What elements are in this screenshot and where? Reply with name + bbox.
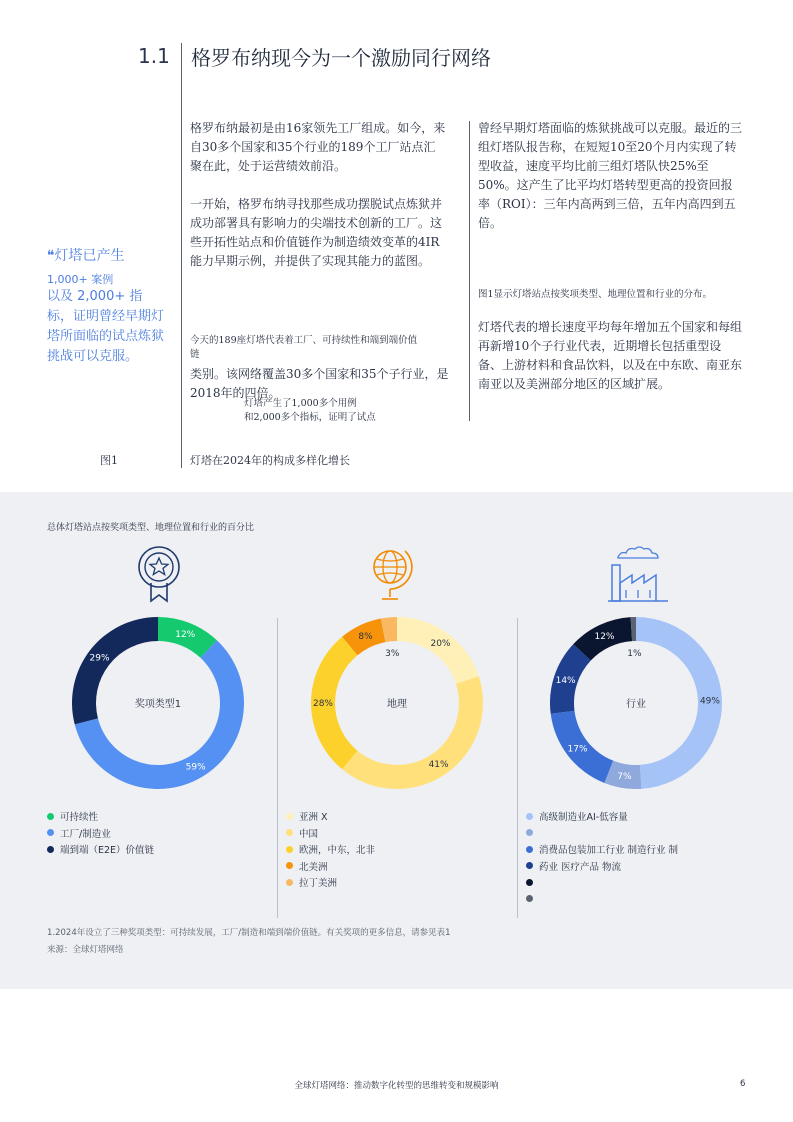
section-number: 1.1	[138, 44, 170, 68]
figure-divider	[181, 448, 182, 468]
legend-label: 端到端（E2E）价值链	[60, 845, 155, 857]
pull-quote	[47, 245, 167, 367]
legend-industry	[526, 808, 678, 907]
legend-swatch	[286, 862, 293, 869]
donut-slice-label: 14%	[555, 676, 576, 687]
donut-slice-label: 29%	[89, 653, 110, 664]
legend-swatch	[47, 846, 54, 853]
figure-footnote: 1.2024年设立了三种奖项类型：可持续发展，工厂/制造和端到端价值链。有关奖项的更多信息，请参见表1	[47, 928, 451, 938]
legend-swatch	[286, 879, 293, 886]
legend-swatch	[286, 813, 293, 820]
figure-label: 图1	[100, 454, 118, 467]
donut-slice	[397, 617, 479, 684]
donut-center-label: 地理	[387, 699, 407, 710]
legend-label: 欧洲，中东，北非	[299, 845, 376, 857]
donut-slice-label: 49%	[699, 696, 720, 707]
figure-source: 来源：全球灯塔网络	[47, 945, 124, 955]
legend-label: 工厂/制造业	[60, 828, 111, 840]
donut-slice-label: 17%	[567, 744, 588, 755]
donut-slice-label: 12%	[175, 630, 196, 641]
donut-chart-geography	[311, 617, 483, 789]
col2-small-note: 图1显示灯塔站点按奖项类型、地理位置和行业的分布。	[478, 289, 713, 300]
legend-label: 消费品包装加工行业 制造行业 制	[539, 845, 679, 857]
chart-separator-2	[517, 618, 518, 918]
col1-paragraph-3: 类别。该网络覆盖30多个国家和35个子行业，是2018年的四倍。	[190, 367, 449, 400]
col1-paragraph-2: 一开始，格罗布纳寻找那些成功摆脱试点炼狱并成功部署具有影响力的尖端技术创新的工厂。这些开拓性站点和价值链作为制造绩效变革的4IR能力早期示例，并提供了实现其能力的蓝图。	[190, 197, 443, 268]
donut-slice-label: 1%	[627, 649, 642, 660]
legend-item	[526, 891, 678, 908]
legend-swatch	[526, 879, 533, 886]
legend-item	[286, 808, 375, 825]
donut-slice-label: 3%	[385, 649, 400, 660]
col2-paragraph-2: 灯塔代表的增长速度平均每年增加五个国家和每组再新增10个子行业代表，近期增长包括重型设备、上游材料和食品饮料，以及在中东欧、南亚东南亚以及美洲部分地区的区域扩展。	[478, 320, 743, 391]
factory-icon	[606, 545, 670, 603]
donut-slice-label: 59%	[185, 762, 206, 773]
legend-geography	[286, 808, 375, 891]
col1-small-note: 今天的189座灯塔代表着工厂、可持续性和端到端价值链	[190, 335, 418, 360]
legend-item	[526, 825, 678, 842]
legend-label: 拉丁美洲	[299, 878, 338, 890]
legend-label: 可持续性	[60, 812, 99, 824]
donut-slice-label: 28%	[312, 699, 334, 709]
award-medal-icon	[136, 545, 182, 603]
page-title: 格罗布纳现今为一个激励同行网络	[191, 46, 491, 70]
donut-center-label: 行业	[626, 699, 646, 710]
legend-item	[47, 808, 154, 825]
legend-item	[526, 808, 678, 825]
legend-award-type	[47, 808, 154, 858]
donut-slice-label: 12%	[594, 632, 615, 643]
page-number: 6	[740, 1079, 746, 1089]
col2-paragraph-1: 曾经早期灯塔面临的炼狱挑战可以克服。最近的三组灯塔队报告称，在短短10至20个月内实现了转型收益，速度平均比前三组灯塔队快25%至50%。这产生了比平均灯塔转型更高的投资回报率（ROI）：三年内高两到三倍，五年内高四到五倍。	[478, 121, 743, 230]
legend-swatch	[526, 895, 533, 902]
column-divider-left	[181, 43, 182, 463]
donut-center-label: 奖项类型1	[134, 699, 182, 710]
pull-quote-stat: 1,000+ 案例	[47, 273, 114, 286]
pull-quote-title: ❝灯塔已产生	[47, 248, 125, 264]
legend-label: 中国	[299, 828, 319, 840]
donut-slice-label: 7%	[617, 772, 632, 783]
legend-swatch	[526, 846, 533, 853]
legend-swatch	[47, 829, 54, 836]
pull-quote-body: 以及 2,000+ 指标，证明曾经早期灯塔所面临的试点炼狱挑战可以克服。	[47, 289, 165, 364]
donut-chart-industry	[550, 617, 722, 789]
donut-slice-label: 20%	[430, 639, 451, 650]
legend-item	[286, 858, 375, 875]
figure-caption: 灯塔在2024年的构成多样化增长	[190, 454, 350, 467]
figure-subtitle: 总体灯塔站点按奖项类型、地理位置和行业的百分比	[47, 523, 255, 533]
legend-item	[47, 841, 154, 858]
page-footer: 全球灯塔网络：推动数字化转型的思维转变和规模影响	[294, 1081, 499, 1091]
legend-item	[286, 841, 375, 858]
donut-slice-label: 41%	[428, 760, 449, 771]
legend-swatch	[526, 862, 533, 869]
chart-separator-1	[277, 618, 278, 918]
column-divider-right	[469, 121, 470, 421]
legend-label: 北美洲	[299, 861, 328, 873]
legend-swatch	[526, 813, 533, 820]
legend-label: 亚洲 X	[299, 812, 328, 824]
donut-chart-award-type	[72, 617, 244, 789]
legend-swatch	[47, 813, 54, 820]
col1-paragraph-1: 格罗布纳最初是由16家领先工厂组成。如今，来自30多个国家和35个行业的189个工厂站点汇聚在此，处于运营绩效前沿。	[190, 121, 446, 173]
legend-item	[47, 825, 154, 842]
legend-label: 药业 医疗产品 物流	[539, 861, 622, 873]
legend-item	[526, 841, 678, 858]
legend-item	[526, 858, 678, 875]
legend-swatch	[286, 846, 293, 853]
donut-slice-label: 8%	[358, 632, 373, 643]
legend-item	[286, 874, 375, 891]
col1-small-line-1: 灯塔产生了1,000多个用例	[244, 398, 357, 409]
legend-swatch	[286, 829, 293, 836]
globe-icon	[369, 545, 413, 603]
donut-slice	[342, 676, 483, 789]
col1-small-line-2: 和2,000多个指标，证明了试点	[244, 412, 376, 423]
legend-item	[286, 825, 375, 842]
legend-label: 高级制造业AI-低容量	[539, 812, 628, 824]
legend-item	[526, 874, 678, 891]
legend-swatch	[526, 829, 533, 836]
